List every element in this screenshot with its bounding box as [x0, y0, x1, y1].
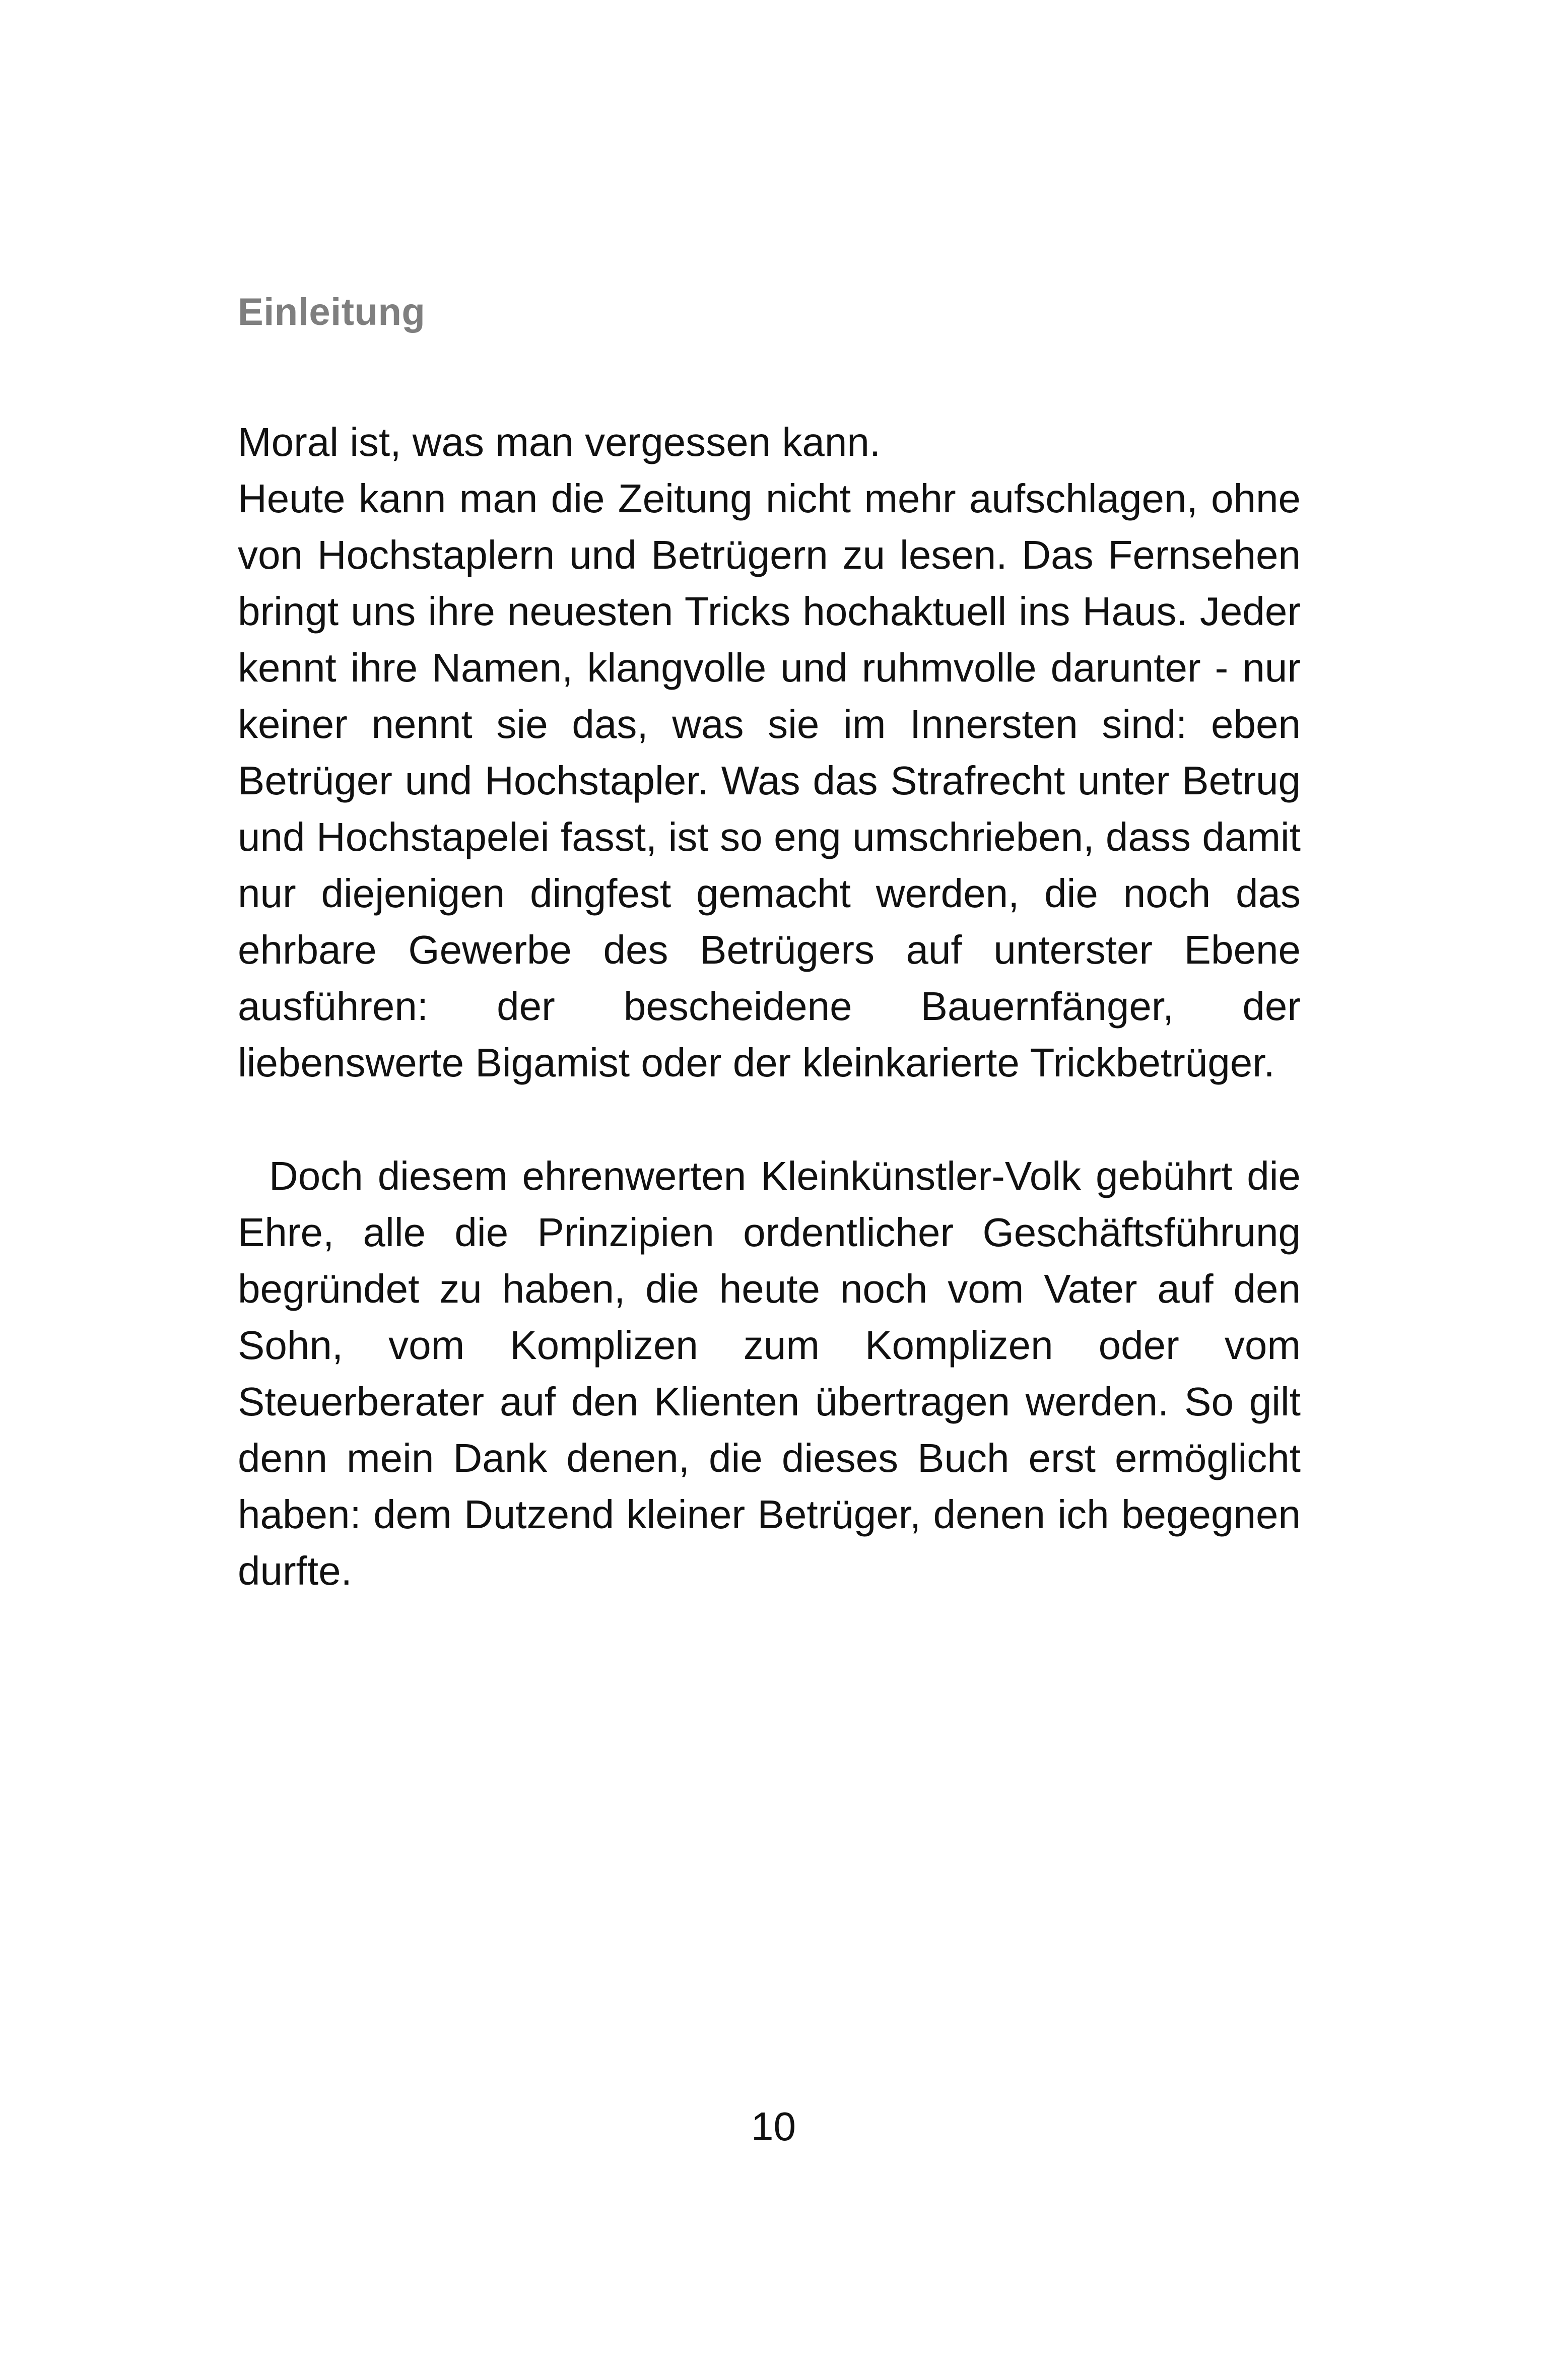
page-number: 10: [751, 2104, 796, 2149]
body-paragraph-2: Doch diesem ehrenwerten Kleinkünstler-Volk gebührt die Ehre, alle die Prinzipien ordentlicher Geschäftsführung begründet zu haben, die heute noch vom Vater auf den Sohn, vom Komplizen zum Komplizen oder vom Steuerberater auf den Klienten übertragen werden. So gilt denn mein Dank denen, die dieses Buch erst ermöglicht haben: dem Dutzend kleiner Betrüger, denen ich begegnen durfte.: [238, 1153, 1301, 1593]
chapter-heading: Einleitung: [238, 291, 426, 333]
body-paragraph-1: Heute kann man die Zeitung nicht mehr aufschlagen, ohne von Hochstaplern und Betrügern zu lesen. Das Fernsehen bringt uns ihre neuesten Tricks hochaktuell ins Haus. Jeder kennt ihre Namen, klangvolle und ruhmvolle darunter - nur keiner nennt sie das, was sie im Innersten sind: eben Betrüger und Hochstapler. Was das Strafrecht unter Betrug und Hochstapelei fasst, ist so eng umschrieben, dass damit nur diejenigen dingfest gemacht werden, die noch das ehrbare Gewerbe des Betrügers auf unterster Ebene ausführen: der bescheidene Bauernfänger, der liebenswerte Bigamist oder der kleinkarierte Trickbetrüger.: [238, 476, 1301, 1085]
epigraph: Moral ist, was man vergessen kann.: [238, 420, 881, 464]
